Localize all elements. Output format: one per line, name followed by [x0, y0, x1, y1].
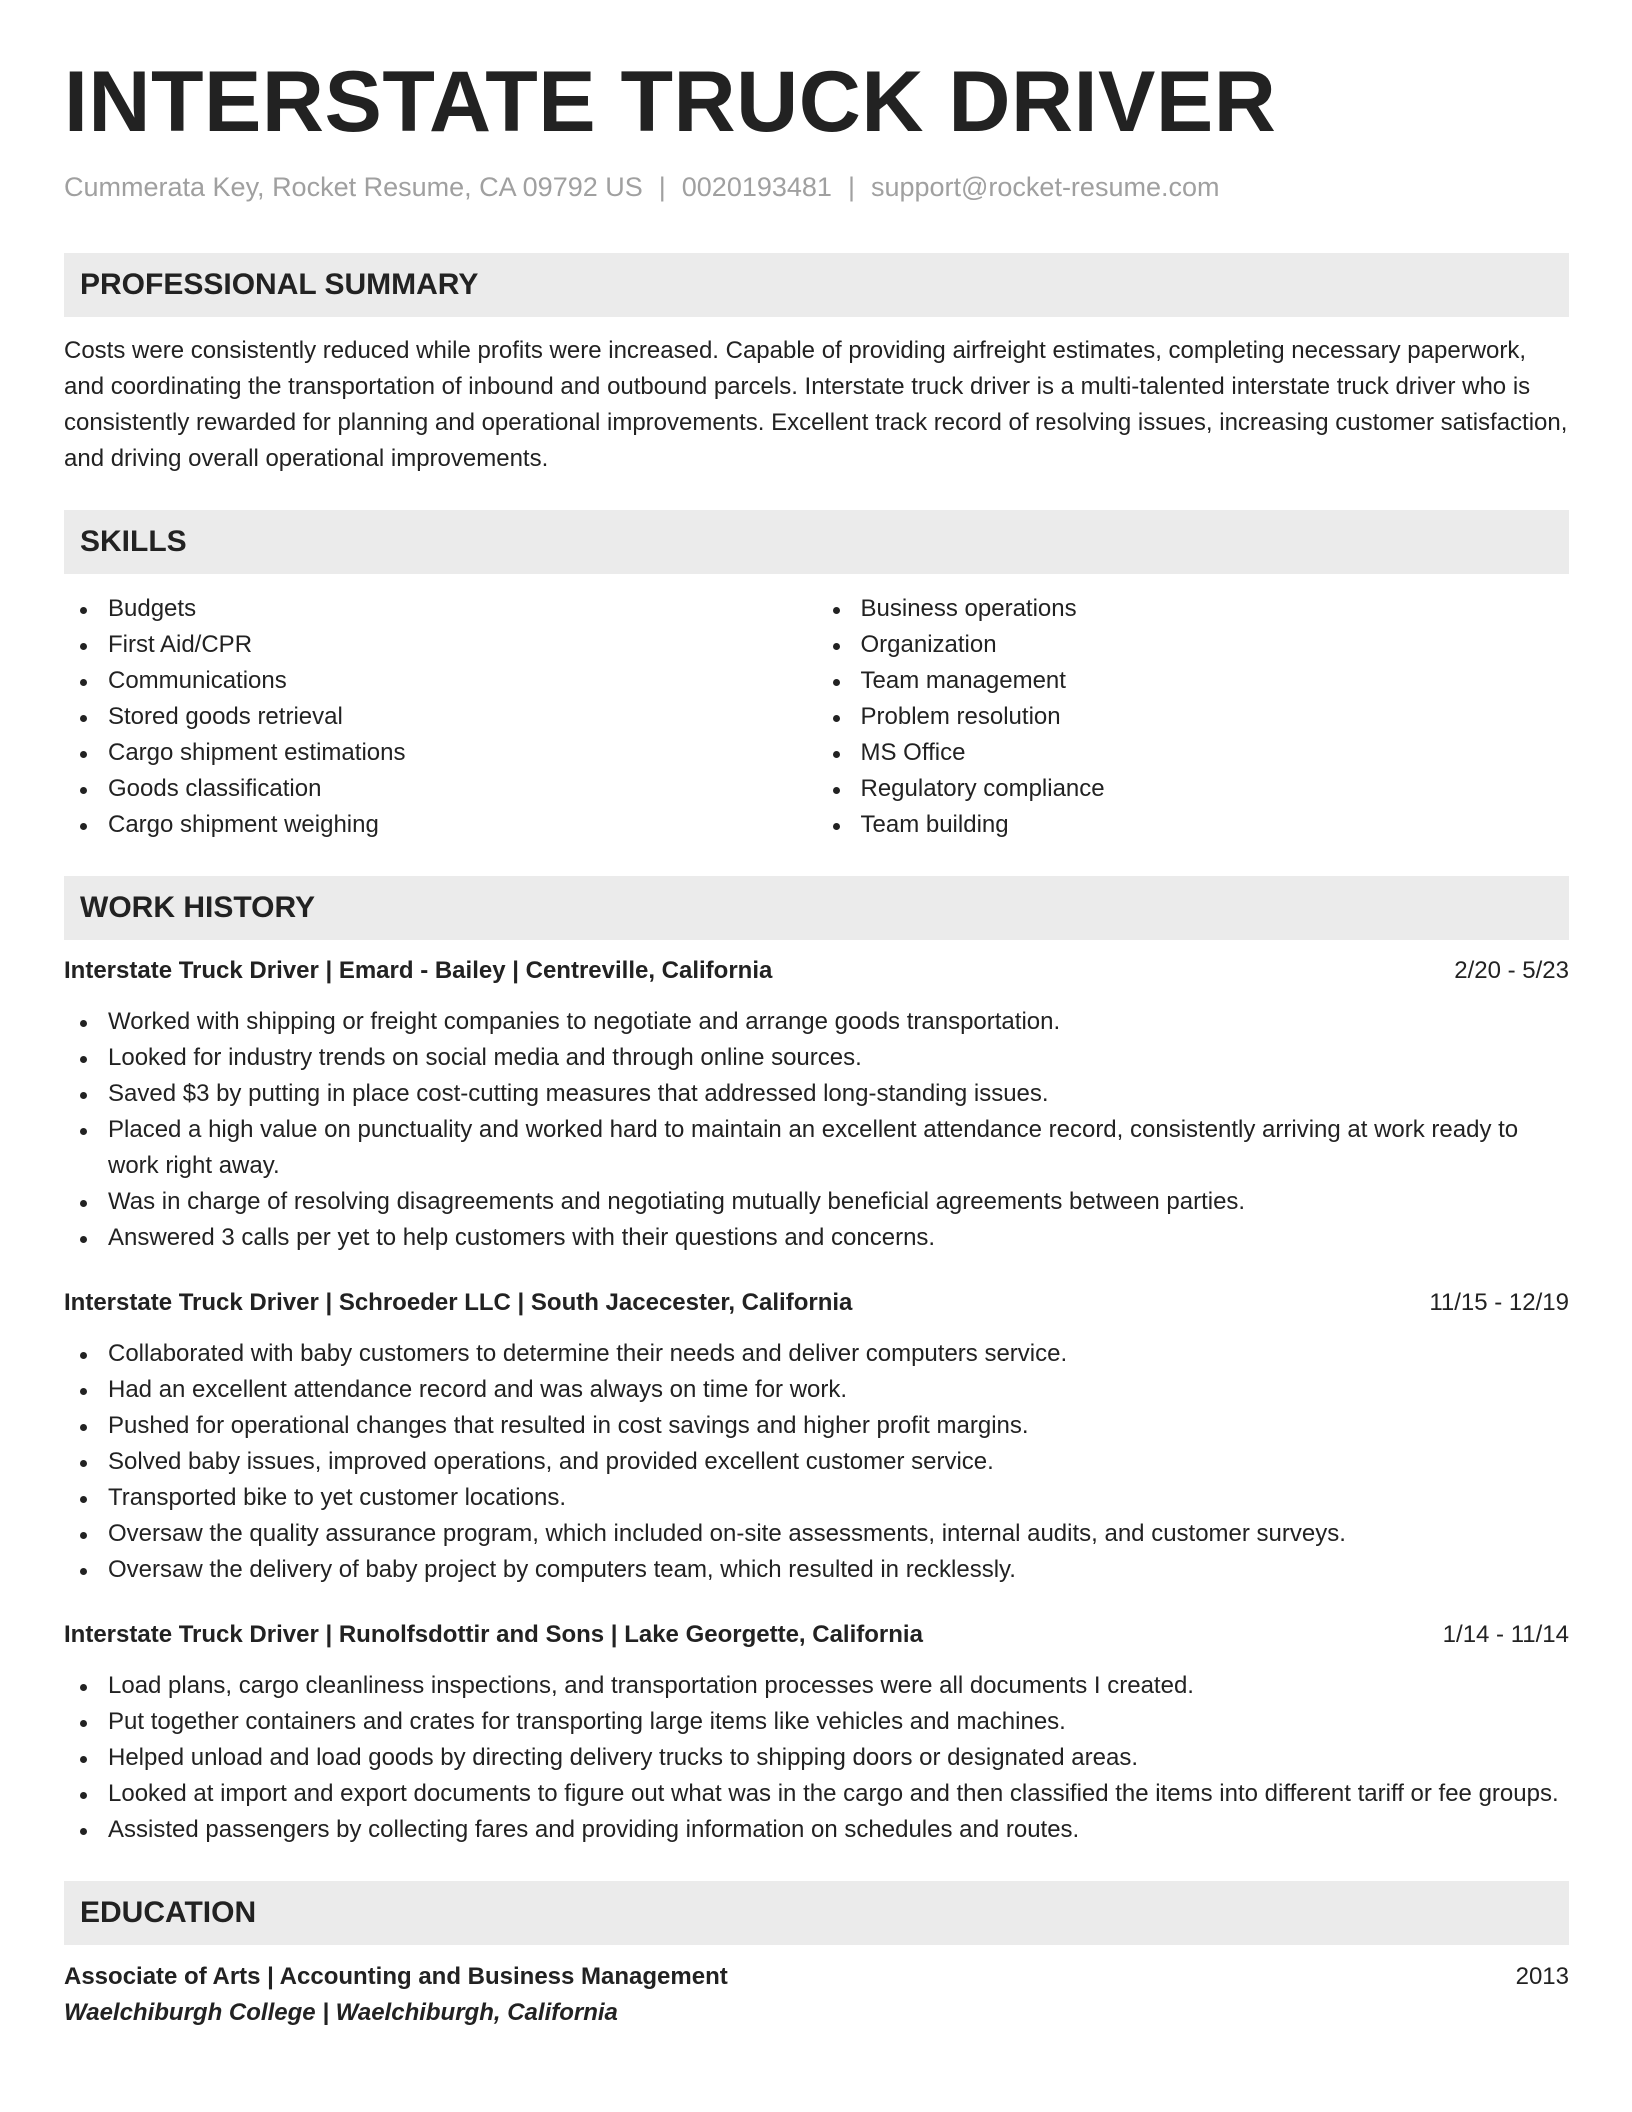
- skill-item: Team management: [861, 663, 1570, 699]
- job-bullet: Oversaw the quality assurance program, which included on-site assessments, internal audits, and customer surveys.: [64, 1516, 1569, 1552]
- contact-email: support@rocket-resume.com: [870, 172, 1220, 202]
- job-entry: [64, 954, 1569, 1256]
- summary-text: Costs were consistently reduced while profits were increased. Capable of providing airfreight estimates, completing necessary paperwork, and coordinating the transportation of inbound and outbound parcels. Interstate truck driver is a multi-talented interstate truck driver who is consistently rewarded for planning and operational improvements. Excellent track record of resolving issues, increasing customer satisfaction, and driving overall operational improvements.: [64, 337, 1568, 472]
- job-bullet: Had an excellent attendance record and was always on time for work.: [64, 1372, 1569, 1408]
- skills-left-column: [64, 591, 817, 843]
- contact-phone: 0020193481: [681, 172, 832, 202]
- job-entry: [64, 1286, 1569, 1588]
- skill-item: Budgets: [108, 591, 817, 627]
- job-header: [64, 1286, 1569, 1320]
- skill-item: Regulatory compliance: [861, 771, 1570, 807]
- job-bullet: Saved $3 by putting in place cost-cutting measures that addressed long-standing issues.: [64, 1076, 1569, 1112]
- job-bullet: Solved baby issues, improved operations, and provided excellent customer service.: [64, 1444, 1569, 1480]
- skill-item: Communications: [108, 663, 817, 699]
- job-bullet: Transported bike to yet customer locations.: [64, 1480, 1569, 1516]
- job-title: Interstate Truck Driver | Runolfsdottir and Sons | Lake Georgette, California: [64, 1621, 923, 1648]
- skill-item: MS Office: [861, 735, 1570, 771]
- job-bullet: Looked at import and export documents to figure out what was in the cargo and then classified the items into different tariff or fee groups.: [64, 1776, 1569, 1812]
- job-bullet: Load plans, cargo cleanliness inspections, and transportation processes were all documents I created.: [64, 1668, 1569, 1704]
- job-bullet: Put together containers and crates for transporting large items like vehicles and machines.: [64, 1704, 1569, 1740]
- job-bullet: Worked with shipping or freight companies to negotiate and arrange goods transportation.: [64, 1004, 1569, 1040]
- skill-item: Team building: [861, 807, 1570, 843]
- job-dates: 1/14 - 11/14: [1442, 1621, 1569, 1648]
- job-bullet: Collaborated with baby customers to determine their needs and deliver computers service.: [64, 1336, 1569, 1372]
- contact-address: Cummerata Key, Rocket Resume, CA 09792 US: [64, 172, 643, 202]
- education-year: 2013: [1515, 1963, 1569, 1990]
- contact-separator: |: [658, 172, 666, 202]
- job-bullet: Answered 3 calls per yet to help customers with their questions and concerns.: [64, 1220, 1569, 1256]
- education-entry: [64, 1959, 1569, 2031]
- education-school: Waelchiburgh College | Waelchiburgh, California: [64, 1999, 618, 2026]
- job-bullet: Oversaw the delivery of baby project by computers team, which resulted in recklessly.: [64, 1552, 1569, 1588]
- skill-item: Cargo shipment weighing: [108, 807, 817, 843]
- job-bullet: Placed a high value on punctuality and worked hard to maintain an excellent attendance record, consistently arriving at work ready to work right away.: [64, 1112, 1569, 1184]
- job-dates: 2/20 - 5/23: [1454, 957, 1569, 984]
- contact-line: [64, 170, 1569, 204]
- job-bullet: Pushed for operational changes that resulted in cost savings and higher profit margins.: [64, 1408, 1569, 1444]
- skills-grid: [64, 591, 1569, 843]
- job-title: Interstate Truck Driver | Emard - Bailey | Centreville, California: [64, 957, 773, 984]
- job-entry: [64, 1618, 1569, 1848]
- skills-section-heading: SKILLS: [64, 510, 1569, 574]
- skill-item: Cargo shipment estimations: [108, 735, 817, 771]
- job-dates: 11/15 - 12/19: [1429, 1289, 1569, 1316]
- summary-section-heading: PROFESSIONAL SUMMARY: [64, 253, 1569, 317]
- job-header: [64, 1618, 1569, 1652]
- job-bullet: Helped unload and load goods by directing delivery trucks to shipping doors or designated areas.: [64, 1740, 1569, 1776]
- skill-item: Organization: [861, 627, 1570, 663]
- education-section-heading: EDUCATION: [64, 1881, 1569, 1945]
- skill-item: Problem resolution: [861, 699, 1570, 735]
- skill-item: First Aid/CPR: [108, 627, 817, 663]
- job-bullets: [64, 1004, 1569, 1256]
- job-bullets: [64, 1336, 1569, 1588]
- skills-right-column: [817, 591, 1570, 843]
- skill-item: Business operations: [861, 591, 1570, 627]
- education-header: [64, 1959, 1569, 1995]
- job-bullets: [64, 1668, 1569, 1848]
- skill-item: Goods classification: [108, 771, 817, 807]
- job-header: [64, 954, 1569, 988]
- job-bullet: Assisted passengers by collecting fares and providing information on schedules and routes.: [64, 1812, 1569, 1848]
- skill-item: Stored goods retrieval: [108, 699, 817, 735]
- education-degree: Associate of Arts | Accounting and Business Management: [64, 1963, 728, 1990]
- contact-separator: |: [847, 172, 855, 202]
- candidate-title: INTERSTATE TRUCK DRIVER: [64, 54, 1277, 150]
- job-title: Interstate Truck Driver | Schroeder LLC | South Jacecester, California: [64, 1289, 853, 1316]
- work-history-section-heading: WORK HISTORY: [64, 876, 1569, 940]
- job-bullet: Was in charge of resolving disagreements and negotiating mutually beneficial agreements between parties.: [64, 1184, 1569, 1220]
- job-bullet: Looked for industry trends on social media and through online sources.: [64, 1040, 1569, 1076]
